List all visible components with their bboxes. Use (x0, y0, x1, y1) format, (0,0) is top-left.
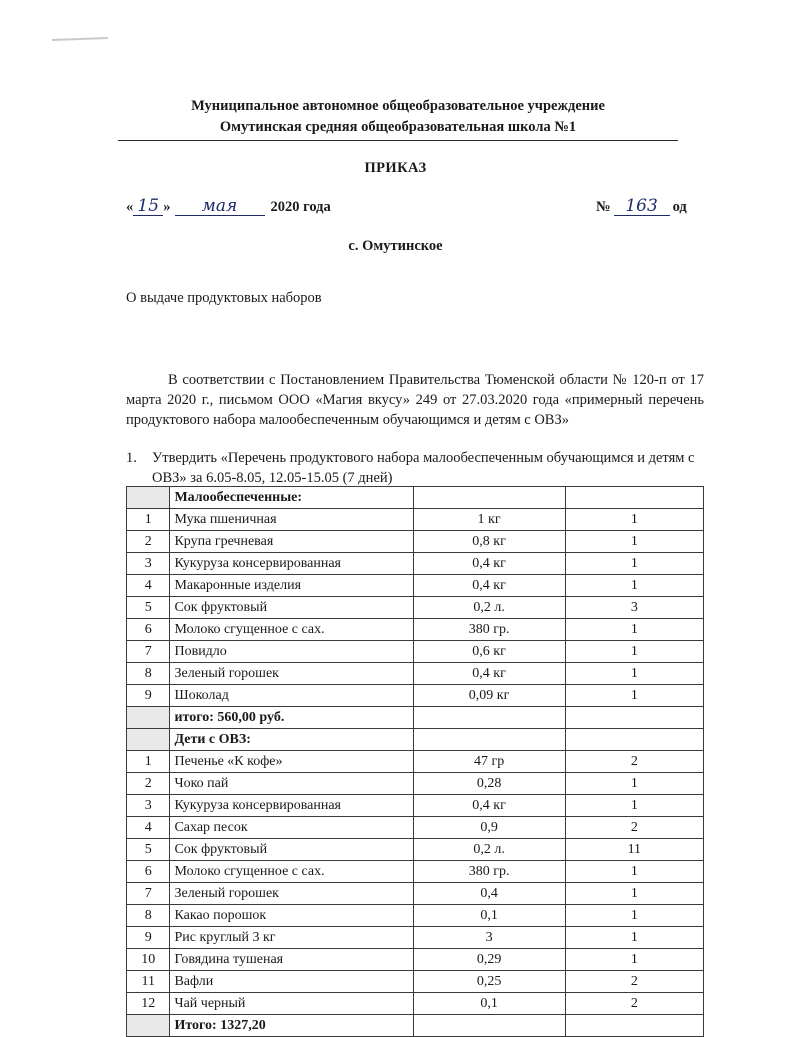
row-index: 1 (127, 751, 170, 773)
table-row (127, 663, 704, 685)
row-index: 5 (127, 597, 170, 619)
row-count: 1 (565, 531, 703, 553)
row-count: 2 (565, 993, 703, 1015)
table-row (127, 861, 704, 883)
table-row (127, 839, 704, 861)
row-count: 1 (565, 883, 703, 905)
row-name: Сахар песок (170, 817, 413, 839)
table-row (127, 619, 704, 641)
table-row (127, 993, 704, 1015)
organization-line-1: Муниципальное автономное общеобразовательное учреждение (191, 98, 605, 114)
section-count-cell (565, 487, 703, 509)
row-index: 6 (127, 619, 170, 641)
row-index: 6 (127, 861, 170, 883)
table-row (127, 575, 704, 597)
row-index: 2 (127, 531, 170, 553)
row-qty: 0,9 (413, 817, 565, 839)
row-index: 12 (127, 993, 170, 1015)
organization-line-2: Омутинская средняя общеобразовательная школа №1 (219, 119, 577, 136)
row-count: 11 (565, 839, 703, 861)
row-count: 1 (565, 509, 703, 531)
number-sign-label: № (596, 199, 611, 215)
row-index: 2 (127, 773, 170, 795)
row-name: Какао порошок (170, 905, 413, 927)
total-count-cell (565, 1015, 703, 1037)
row-index: 11 (127, 971, 170, 993)
table-row (127, 971, 704, 993)
row-qty: 0,29 (413, 949, 565, 971)
table-row (127, 773, 704, 795)
row-index: 4 (127, 575, 170, 597)
row-count: 3 (565, 597, 703, 619)
row-qty: 0,4 (413, 883, 565, 905)
row-qty: 0,1 (413, 905, 565, 927)
order-number-suffix: од (672, 199, 687, 215)
table-row (127, 553, 704, 575)
row-count: 1 (565, 949, 703, 971)
table-row (127, 817, 704, 839)
order-clause-1 (126, 448, 704, 488)
row-count: 1 (565, 905, 703, 927)
date-month-handwritten: мая (175, 198, 265, 216)
row-name: Чай черный (170, 993, 413, 1015)
row-qty: 1 кг (413, 509, 565, 531)
total-index-cell (127, 707, 170, 729)
row-qty: 3 (413, 927, 565, 949)
row-qty: 47 гр (413, 751, 565, 773)
row-count: 1 (565, 685, 703, 707)
row-qty: 0,8 кг (413, 531, 565, 553)
section-qty-cell (413, 487, 565, 509)
row-index: 8 (127, 663, 170, 685)
total-index-cell (127, 1015, 170, 1037)
section-label: Малообеспеченные: (170, 487, 413, 509)
row-qty: 0,4 кг (413, 795, 565, 817)
quote-close: » (163, 199, 171, 215)
table-row (127, 597, 704, 619)
table-total-low-income (127, 707, 704, 729)
row-count: 1 (565, 773, 703, 795)
table-row (127, 685, 704, 707)
row-qty: 0,25 (413, 971, 565, 993)
row-count: 1 (565, 619, 703, 641)
row-count: 2 (565, 751, 703, 773)
order-number-line (596, 198, 687, 216)
row-name: Чоко пай (170, 773, 413, 795)
row-qty: 0,4 кг (413, 663, 565, 685)
total-qty-cell (413, 707, 565, 729)
row-name: Молоко сгущенное с сах. (170, 861, 413, 883)
row-name: Зеленый горошек (170, 663, 413, 685)
table-section-header-ovz (127, 729, 704, 751)
row-qty: 380 гр. (413, 619, 565, 641)
row-index: 8 (127, 905, 170, 927)
date-line (126, 198, 331, 216)
scan-artifact-mark (52, 37, 108, 41)
row-name: Печенье «К кофе» (170, 751, 413, 773)
row-index: 3 (127, 795, 170, 817)
row-qty: 380 гр. (413, 861, 565, 883)
table-total-ovz (127, 1015, 704, 1037)
row-qty: 0,2 л. (413, 839, 565, 861)
total-qty-cell (413, 1015, 565, 1037)
section-label: Дети с ОВЗ: (170, 729, 413, 751)
row-name: Говядина тушеная (170, 949, 413, 971)
row-qty: 0,09 кг (413, 685, 565, 707)
row-count: 2 (565, 971, 703, 993)
clause-text: Утвердить «Перечень продуктового набора малообеспеченным обучающимся и детям с ОВЗ» за 6.05-8.05, 12.05-15.05 (7 дней) (152, 450, 695, 486)
table-row (127, 795, 704, 817)
date-year-label: 2020 года (270, 199, 331, 215)
table-row (127, 905, 704, 927)
preamble-text: В соответствии с Постановлением Правительства Тюменской области № 120-п от 17 марта 2020 г., письмом ООО «Магия вкусу» 249 от 27.03.2020 года «примерный перечень продуктового набора малообеспеченным обучающимся и детям с ОВЗ» (126, 372, 704, 428)
row-count: 2 (565, 817, 703, 839)
organization-header (118, 96, 678, 141)
quote-open: « (126, 199, 134, 215)
section-count-cell (565, 729, 703, 751)
row-name: Шоколад (170, 685, 413, 707)
row-count: 1 (565, 927, 703, 949)
row-index: 9 (127, 927, 170, 949)
row-name: Молоко сгущенное с сах. (170, 619, 413, 641)
row-qty: 0,28 (413, 773, 565, 795)
row-count: 1 (565, 795, 703, 817)
table-row (127, 949, 704, 971)
row-name: Мука пшеничная (170, 509, 413, 531)
row-count: 1 (565, 861, 703, 883)
table-row (127, 509, 704, 531)
row-name: Зеленый горошек (170, 883, 413, 905)
place-line: с. Омутинское (348, 238, 443, 254)
row-name: Крупа гречневая (170, 531, 413, 553)
clause-number: 1. (126, 450, 137, 466)
row-qty: 0,6 кг (413, 641, 565, 663)
subject-line: О выдаче продуктовых наборов (126, 290, 322, 306)
row-count: 1 (565, 575, 703, 597)
row-qty: 0,4 кг (413, 575, 565, 597)
row-index: 4 (127, 817, 170, 839)
preamble-paragraph (126, 370, 704, 430)
section-index-cell (127, 729, 170, 751)
total-label: Итого: 1327,20 (170, 1015, 413, 1037)
row-qty: 0,1 (413, 993, 565, 1015)
section-qty-cell (413, 729, 565, 751)
row-index: 9 (127, 685, 170, 707)
page-title: ПРИКАЗ (364, 160, 427, 176)
row-index: 7 (127, 883, 170, 905)
goods-table-body (127, 487, 704, 1037)
row-count: 1 (565, 663, 703, 685)
header-divider (118, 140, 678, 141)
table-row (127, 927, 704, 949)
row-qty: 0,4 кг (413, 553, 565, 575)
row-name: Сок фруктовый (170, 597, 413, 619)
table-section-header-low-income (127, 487, 704, 509)
row-index: 10 (127, 949, 170, 971)
table-row (127, 751, 704, 773)
total-count-cell (565, 707, 703, 729)
row-index: 5 (127, 839, 170, 861)
row-index: 3 (127, 553, 170, 575)
total-label: итого: 560,00 руб. (170, 707, 413, 729)
row-name: Повидло (170, 641, 413, 663)
row-count: 1 (565, 641, 703, 663)
row-qty: 0,2 л. (413, 597, 565, 619)
table-row (127, 641, 704, 663)
row-name: Кукуруза консервированная (170, 553, 413, 575)
row-count: 1 (565, 553, 703, 575)
row-name: Кукуруза консервированная (170, 795, 413, 817)
row-name: Макаронные изделия (170, 575, 413, 597)
table-row (127, 883, 704, 905)
row-name: Сок фруктовый (170, 839, 413, 861)
order-number-handwritten: 163 (614, 198, 670, 216)
goods-table (126, 486, 704, 1037)
date-day-handwritten: 15 (133, 198, 163, 216)
section-index-cell (127, 487, 170, 509)
row-index: 1 (127, 509, 170, 531)
table-row (127, 531, 704, 553)
row-index: 7 (127, 641, 170, 663)
row-name: Рис круглый 3 кг (170, 927, 413, 949)
row-name: Вафли (170, 971, 413, 993)
